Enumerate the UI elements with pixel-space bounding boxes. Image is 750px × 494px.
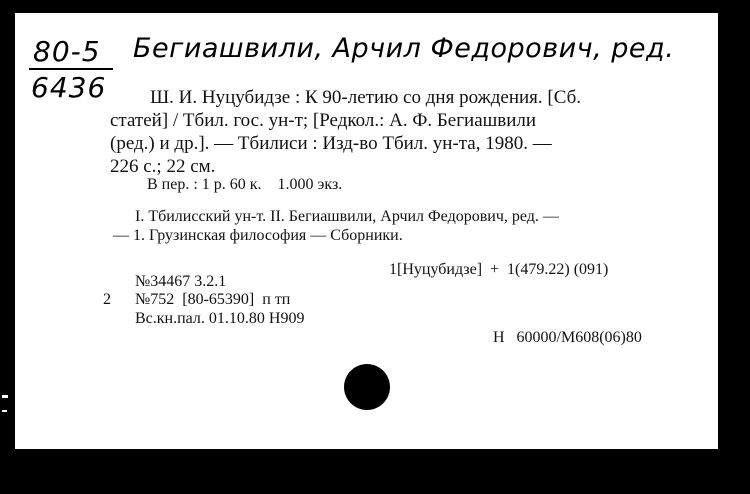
classification: 1[Нуцубидзе] + 1(479.22) (091): [389, 261, 609, 278]
handwritten-shelfmark-bottom: 6436: [31, 71, 107, 104]
scan-speck: [2, 410, 7, 412]
entry-line-1: Ш. И. Нуцубидзе : К 90-летию со дня рождения. [Сб.: [150, 87, 582, 108]
entry-line-3: (ред.) и др.]. — Тбилиси : Изд-во Тбил. ун-та, 1980. —: [110, 133, 552, 154]
publisher-code: Н 60000/М608(06)80: [493, 329, 642, 346]
record-line-3: Вс.кн.пал. 01.10.80 Н909: [135, 310, 305, 327]
record-line-2: №752 [80-65390] п тп: [135, 291, 291, 308]
shelfmark-underline: [29, 68, 113, 70]
catalog-card: [15, 13, 718, 449]
price-line: В пер. : 1 р. 60 к. 1.000 экз.: [147, 176, 343, 193]
scan-speck: [2, 395, 8, 398]
record-line-2-prefix: 2: [103, 291, 111, 308]
entry-line-4: 226 с.; 22 см.: [110, 156, 216, 177]
record-line-1: №34467 3.2.1: [135, 273, 227, 290]
tracings-line-1: I. Тбилисский ун-т. II. Бегиашвили, Арчил Федорович, ред. —: [135, 208, 559, 225]
handwritten-author-note: Бегиашвили, Арчил Федорович, ред.: [133, 33, 675, 64]
punch-hole: [344, 364, 390, 410]
tracings-line-2: — 1. Грузинская философия — Сборники.: [113, 227, 403, 244]
handwritten-shelfmark-top: 80-5: [33, 35, 101, 68]
entry-line-2: статей] / Тбил. гос. ун-т; [Редкол.: А. Ф. Бегиашвили: [110, 110, 537, 131]
